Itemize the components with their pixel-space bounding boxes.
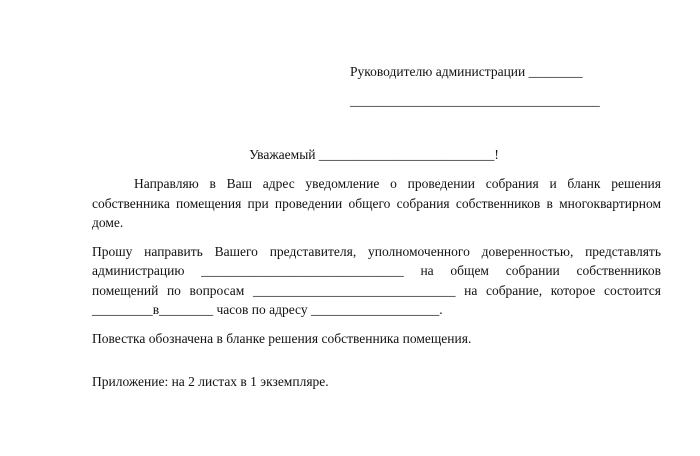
appendix-line: Приложение: на 2 листах в 1 экземпляре.: [92, 374, 329, 389]
paragraph-notification: Направляю в Ваш адрес уведомление о проведении собрания и бланк решения собственника помещения при проведении общего собрания собственников в многоквартирном доме.: [92, 176, 661, 230]
letter-body: [92, 174, 661, 357]
addressee-name-blank: _____________________________________: [350, 93, 600, 108]
paragraph-agenda: Повестка обозначена в бланке решения собственника помещения.: [92, 330, 472, 346]
greeting-line: Уважаемый __________________________!: [249, 147, 499, 162]
addressee-block: [350, 63, 610, 108]
paragraph-request: Прошу направить Вашего представителя, уполномоченного доверенностью, представлять администрацию ______________________________ на общем собрании собственников помещений по вопросам ______________________________ на собрание, которое состоится _________в________ часов по адресу ___________________.: [92, 243, 661, 317]
addressee-line: Руководителю администрации ________: [350, 64, 583, 79]
